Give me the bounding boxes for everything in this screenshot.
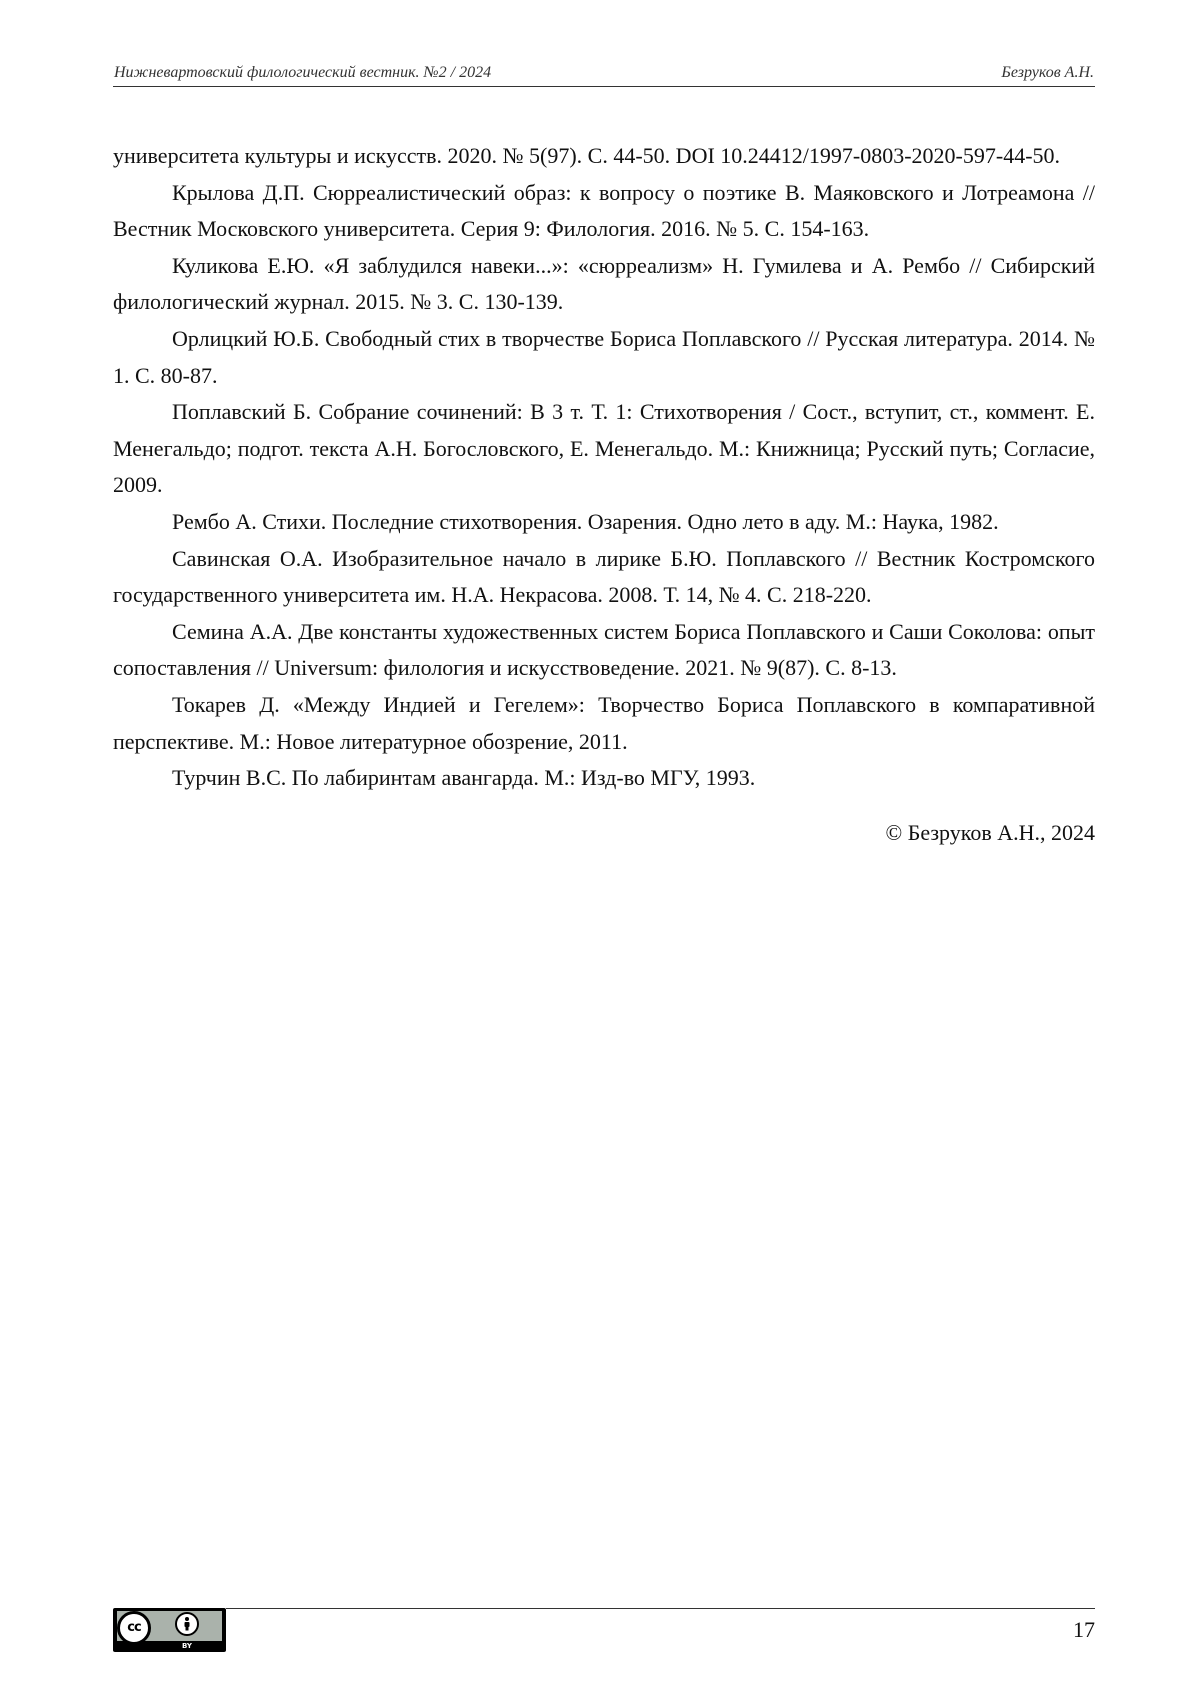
footer-divider [226, 1608, 1095, 1609]
attribution-icon [175, 1612, 199, 1636]
reference-entry: Турчин В.С. По лабиринтам авангарда. М.: Изд-во МГУ, 1993. [113, 760, 1095, 797]
reference-entry: Крылова Д.П. Сюрреалистический образ: к вопросу о поэтике В. Маяковского и Лотреамона // Вестник Московского университета. Серия 9: Филология. 2016. № 5. С. 154-163. [113, 175, 1095, 248]
reference-entry: Орлицкий Ю.Б. Свободный стих в творчестве Бориса Поплавского // Русская литература. 2014. № 1. С. 80-87. [113, 321, 1095, 394]
reference-list [113, 138, 1095, 851]
page-number: 17 [1073, 1617, 1095, 1643]
reference-entry: Рембо А. Стихи. Последние стихотворения. Озарения. Одно лето в аду. М.: Наука, 1982. [113, 504, 1095, 541]
reference-entry: Куликова Е.Ю. «Я заблудился навеки...»: «сюрреализм» Н. Гумилева и А. Рембо // Сибирский филологический журнал. 2015. № 3. С. 130-139. [113, 248, 1095, 321]
running-header [113, 62, 1095, 87]
reference-entry: Семина А.А. Две константы художественных систем Бориса Поплавского и Саши Соколова: опыт сопоставления // Universum: филология и искусствоведение. 2021. № 9(87). С. 8-13. [113, 614, 1095, 687]
by-label: BY [171, 1642, 203, 1650]
copyright-notice: © Безруков А.Н., 2024 [113, 815, 1095, 852]
reference-entry: Токарев Д. «Между Индией и Гегелем»: Творчество Бориса Поплавского в компаративной перспективе. М.: Новое литературное обозрение, 2011. [113, 687, 1095, 760]
author-name: Безруков А.Н. [1001, 64, 1094, 82]
reference-entry: университета культуры и искусств. 2020. № 5(97). С. 44-50. DOI 10.24412/1997-0803-2020-597-44-50. [113, 138, 1095, 175]
reference-entry: Савинская О.А. Изобразительное начало в лирике Б.Ю. Поплавского // Вестник Костромского государственного университета им. Н.А. Некрасова. 2008. Т. 14, № 4. С. 218-220. [113, 541, 1095, 614]
journal-title: Нижневартовский филологический вестник. №2 / 2024 [114, 64, 491, 82]
creative-commons-icon: cc [117, 1611, 151, 1645]
reference-entry: Поплавский Б. Собрание сочинений: В 3 т. Т. 1: Стихотворения / Сост., вступит, ст., коммент. Е. Менегальдо; подгот. текста А.Н. Богословского, Е. Менегальдо. М.: Книжница; Русский путь; Согласие, 2009. [113, 394, 1095, 504]
cc-by-license-badge[interactable] [113, 1608, 226, 1652]
